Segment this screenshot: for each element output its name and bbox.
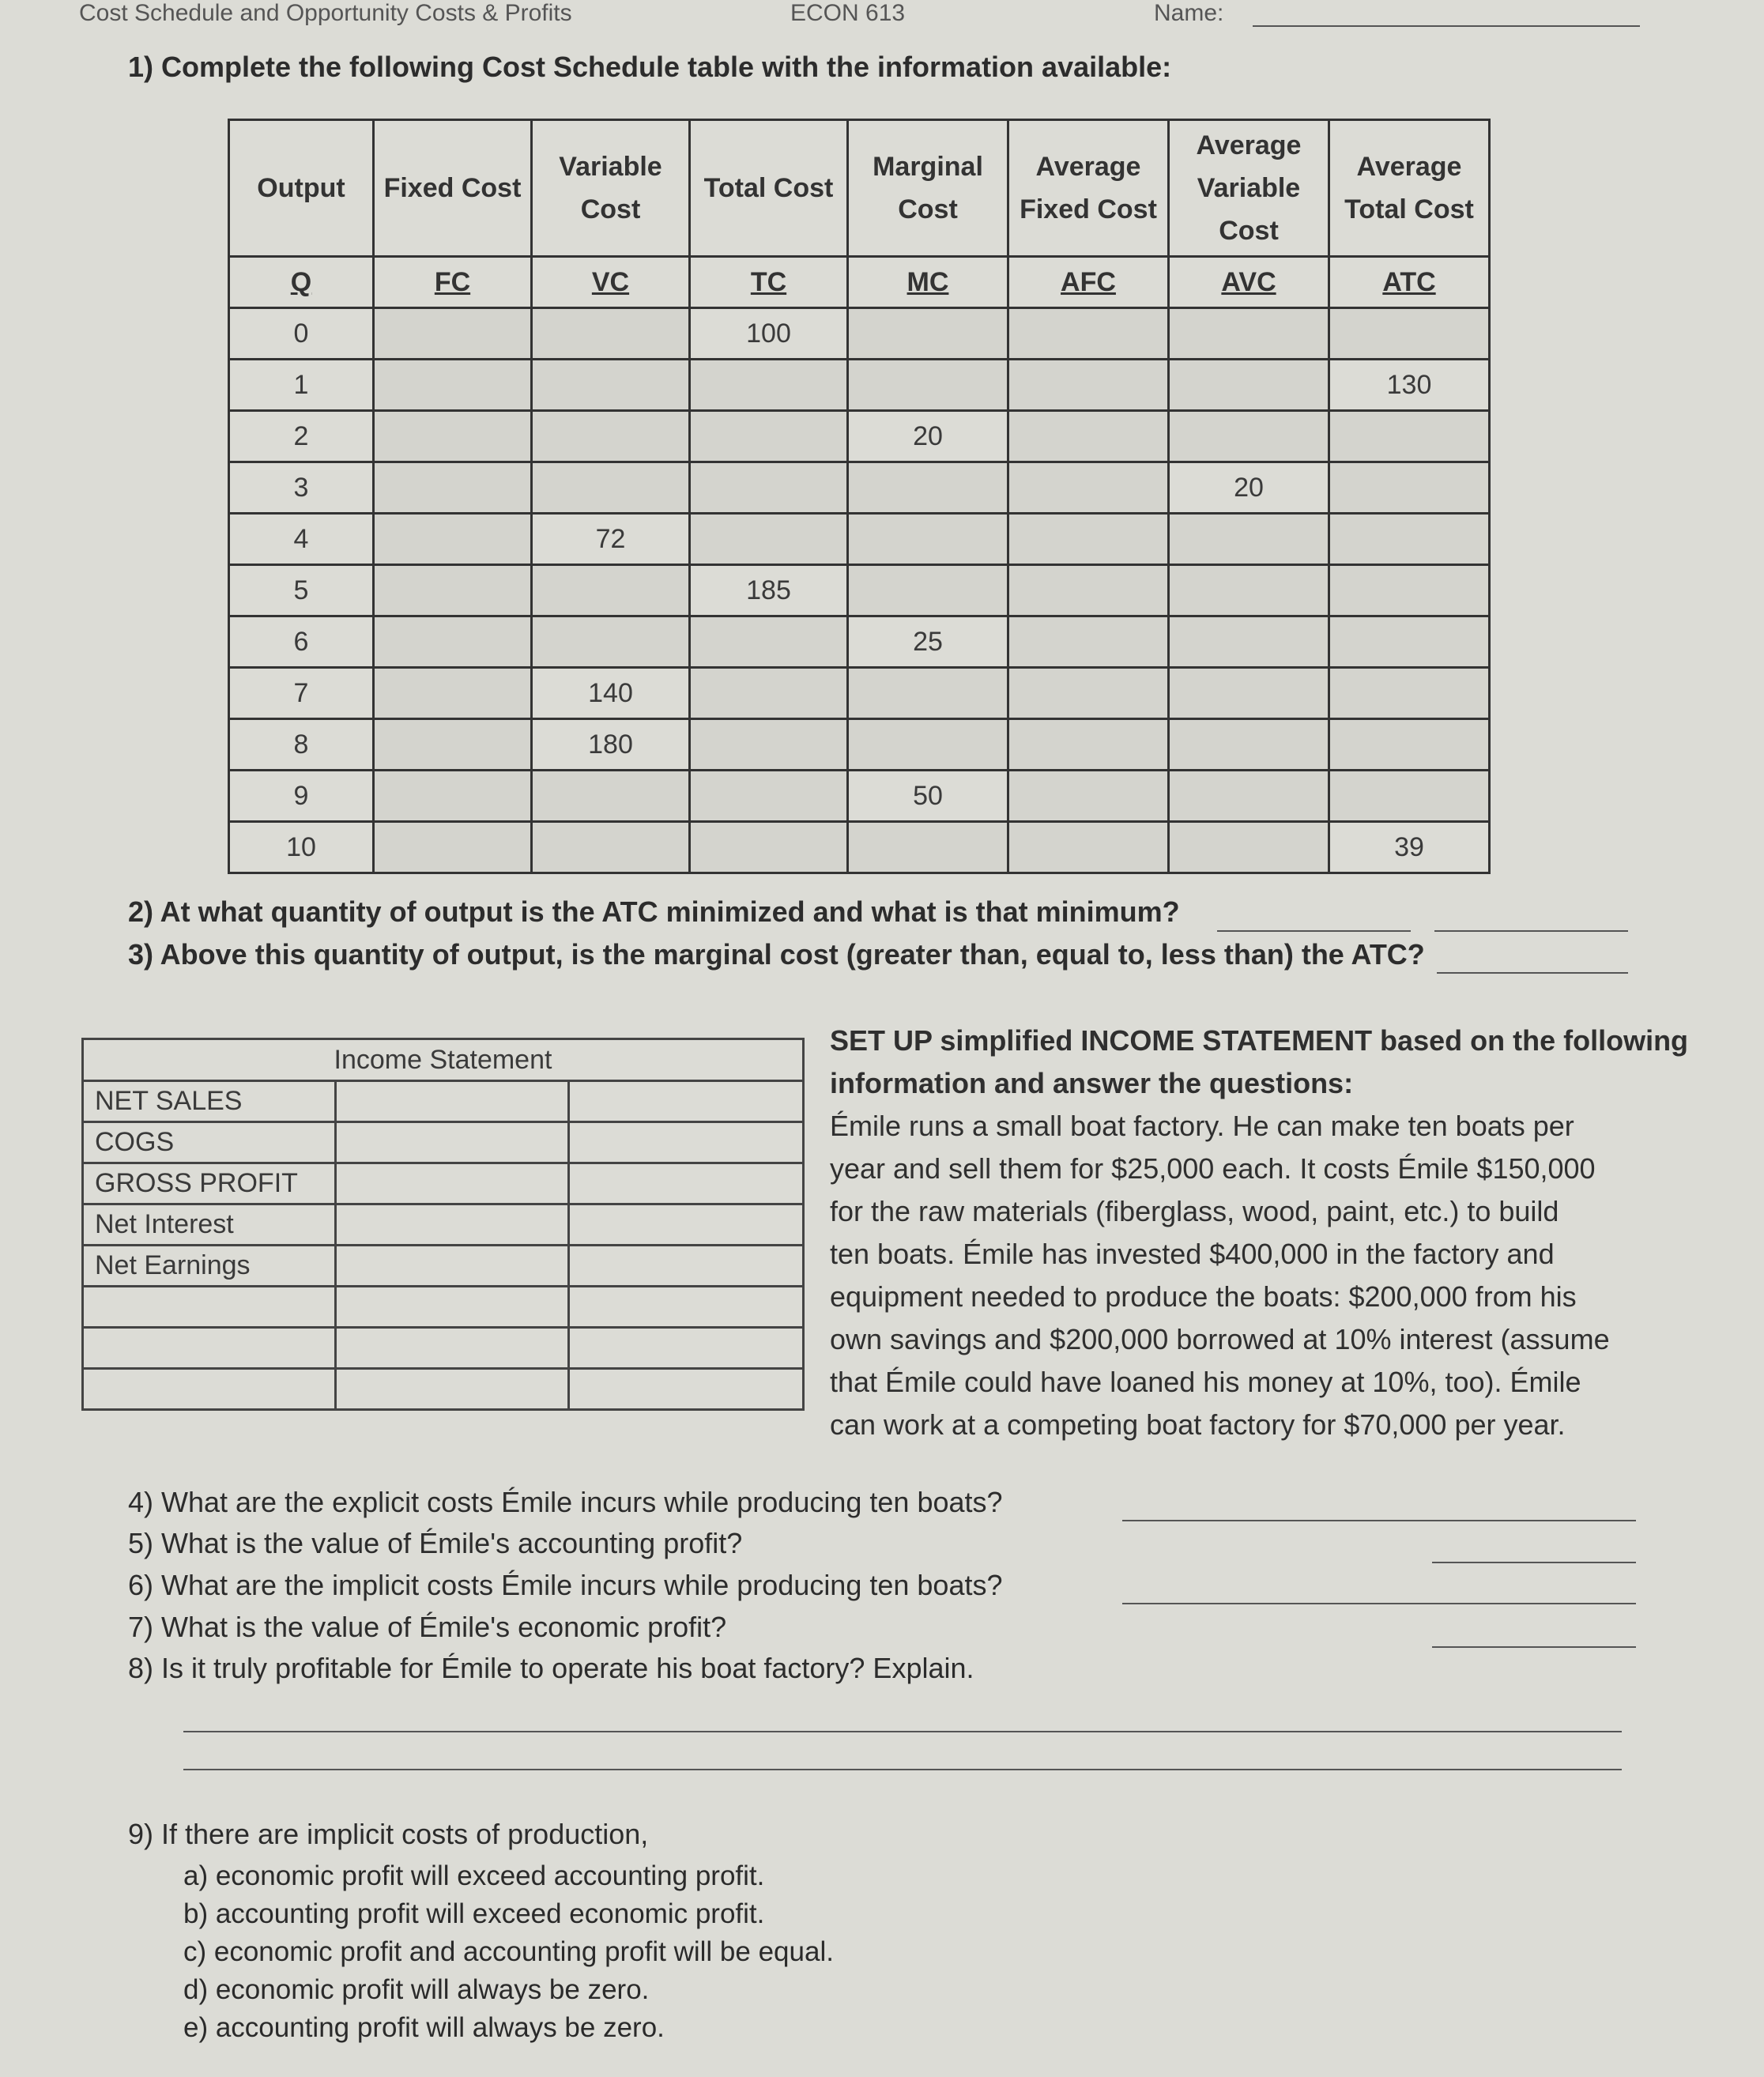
output-quantity-cell: 2: [229, 411, 374, 462]
blank-answer-cell[interactable]: [374, 668, 532, 719]
income-label-cell: COGS: [83, 1122, 336, 1163]
income-label-cell: Net Earnings: [83, 1246, 336, 1287]
blank-answer-cell[interactable]: [1169, 514, 1329, 565]
table-row: [229, 822, 1490, 873]
answer-blank-q2b[interactable]: [1434, 930, 1628, 932]
question-2: 2) At what quantity of output is the ATC minimized and what is that minimum?: [128, 895, 1180, 928]
income-row: [83, 1287, 804, 1328]
answer-choice[interactable]: c) economic profit and accounting profit will be equal.: [183, 1936, 834, 1967]
blank-answer-cell[interactable]: [1008, 514, 1169, 565]
income-value-cell[interactable]: [569, 1163, 804, 1204]
blank-answer-cell[interactable]: [1169, 308, 1329, 360]
blank-answer-cell[interactable]: [532, 565, 690, 616]
income-row: [83, 1328, 804, 1369]
table-row: [229, 565, 1490, 616]
given-value-cell: 20: [1169, 462, 1329, 514]
setup-line: year and sell them for $25,000 each. It costs Émile $150,000: [830, 1152, 1596, 1185]
col-header: Marginal Cost: [848, 120, 1008, 257]
question-8: 8) Is it truly profitable for Émile to operate his boat factory? Explain.: [128, 1652, 974, 1684]
blank-answer-cell[interactable]: [1169, 565, 1329, 616]
output-quantity-cell: 4: [229, 514, 374, 565]
blank-answer-cell[interactable]: [690, 771, 848, 822]
blank-answer-cell[interactable]: [1169, 411, 1329, 462]
output-quantity-cell: 0: [229, 308, 374, 360]
blank-answer-cell[interactable]: [1008, 771, 1169, 822]
given-value-cell: 185: [690, 565, 848, 616]
blank-answer-cell[interactable]: [532, 360, 690, 411]
income-label-cell: Net Interest: [83, 1204, 336, 1246]
blank-answer-cell[interactable]: [690, 668, 848, 719]
question-9-choices: [183, 1857, 834, 2047]
given-value-cell: 130: [1329, 360, 1490, 411]
blank-answer-cell[interactable]: [1329, 668, 1490, 719]
setup-line: can work at a competing boat factory for $70,000 per year.: [830, 1408, 1566, 1441]
blank-answer-cell[interactable]: [848, 308, 1008, 360]
blank-answer-cell[interactable]: [1329, 565, 1490, 616]
blank-answer-cell[interactable]: [374, 360, 532, 411]
col-header: Total Cost: [690, 120, 848, 257]
table-row: [229, 308, 1490, 360]
blank-answer-cell[interactable]: [532, 462, 690, 514]
income-row: [83, 1369, 804, 1410]
setup-line: ten boats. Émile has invested $400,000 in the factory and: [830, 1238, 1555, 1270]
question-5: 5) What is the value of Émile's accounting profit?: [128, 1527, 743, 1559]
course-code: ECON 613: [790, 0, 906, 26]
abbreviation-row: [229, 257, 1490, 308]
setup-line: that Émile could have loaned his money at 10%, too). Émile: [830, 1366, 1581, 1398]
col-header: Average Fixed Cost: [1008, 120, 1169, 257]
blank-answer-cell[interactable]: [690, 411, 848, 462]
income-label-cell: NET SALES: [83, 1081, 336, 1122]
income-row: [83, 1122, 804, 1163]
col-header: Average Variable Cost: [1169, 120, 1329, 257]
given-value-cell: 100: [690, 308, 848, 360]
question-7: 7) What is the value of Émile's economic profit?: [128, 1611, 727, 1643]
blank-answer-cell[interactable]: [690, 616, 848, 668]
blank-answer-cell[interactable]: [1169, 616, 1329, 668]
blank-answer-cell[interactable]: [1169, 822, 1329, 873]
blank-answer-cell[interactable]: [690, 514, 848, 565]
blank-answer-cell[interactable]: [374, 771, 532, 822]
answer-blank-q6[interactable]: [1122, 1603, 1636, 1604]
blank-answer-cell[interactable]: [374, 308, 532, 360]
question-9: 9) If there are implicit costs of production,: [128, 1818, 649, 1850]
given-value-cell: 72: [532, 514, 690, 565]
question-1: 1) Complete the following Cost Schedule table with the information available:: [128, 51, 1172, 83]
blank-answer-cell[interactable]: [532, 411, 690, 462]
blank-answer-cell[interactable]: [848, 668, 1008, 719]
col-header: Output: [229, 120, 374, 257]
blank-answer-cell[interactable]: [532, 822, 690, 873]
blank-answer-cell[interactable]: [690, 462, 848, 514]
table-row: [229, 771, 1490, 822]
blank-answer-cell[interactable]: [1008, 822, 1169, 873]
output-quantity-cell: 1: [229, 360, 374, 411]
income-value-cell[interactable]: [569, 1204, 804, 1246]
col-header: Fixed Cost: [374, 120, 532, 257]
output-quantity-cell: 10: [229, 822, 374, 873]
given-value-cell: 140: [532, 668, 690, 719]
income-value-cell[interactable]: [569, 1369, 804, 1410]
income-row: [83, 1246, 804, 1287]
blank-answer-cell[interactable]: [374, 462, 532, 514]
income-value-cell[interactable]: [569, 1246, 804, 1287]
blank-answer-cell[interactable]: [532, 771, 690, 822]
col-abbrev: FC: [374, 257, 532, 308]
table-row: [229, 668, 1490, 719]
blank-answer-cell[interactable]: [1329, 616, 1490, 668]
table-row: [229, 462, 1490, 514]
income-value-cell[interactable]: [336, 1328, 569, 1369]
blank-answer-cell[interactable]: [532, 616, 690, 668]
answer-blank-q5[interactable]: [1432, 1562, 1636, 1563]
income-statement-title: Income Statement: [83, 1039, 804, 1081]
table-row: [229, 514, 1490, 565]
answer-choice[interactable]: a) economic profit will exceed accounting profit.: [183, 1860, 765, 1891]
blank-answer-cell[interactable]: [1008, 565, 1169, 616]
output-quantity-cell: 3: [229, 462, 374, 514]
output-quantity-cell: 9: [229, 771, 374, 822]
blank-answer-cell[interactable]: [374, 514, 532, 565]
col-abbrev: TC: [690, 257, 848, 308]
income-value-cell[interactable]: [336, 1122, 569, 1163]
income-row: [83, 1081, 804, 1122]
answer-choice[interactable]: e) accounting profit will always be zero.: [183, 2012, 665, 2043]
income-value-cell[interactable]: [569, 1287, 804, 1328]
income-value-cell[interactable]: [336, 1081, 569, 1122]
blank-answer-cell[interactable]: [374, 719, 532, 771]
income-label-cell[interactable]: [83, 1369, 336, 1410]
blank-answer-cell[interactable]: [848, 822, 1008, 873]
answer-choice[interactable]: b) accounting profit will exceed economic profit.: [183, 1898, 765, 1929]
output-quantity-cell: 7: [229, 668, 374, 719]
blank-answer-cell[interactable]: [1329, 411, 1490, 462]
col-header: Average Total Cost: [1329, 120, 1490, 257]
answer-blank-q3[interactable]: [1437, 972, 1628, 974]
income-statement-table: [81, 1038, 805, 1411]
table-row: [229, 360, 1490, 411]
income-value-cell[interactable]: [336, 1163, 569, 1204]
blank-answer-cell[interactable]: [1169, 668, 1329, 719]
output-quantity-cell: 6: [229, 616, 374, 668]
blank-answer-cell[interactable]: [1008, 616, 1169, 668]
blank-answer-cell[interactable]: [1169, 719, 1329, 771]
header-row: [229, 120, 1490, 257]
blank-answer-cell[interactable]: [1008, 360, 1169, 411]
income-value-cell[interactable]: [569, 1081, 804, 1122]
blank-answer-cell[interactable]: [690, 822, 848, 873]
blank-answer-cell[interactable]: [1008, 308, 1169, 360]
blank-answer-cell[interactable]: [374, 411, 532, 462]
income-value-cell[interactable]: [336, 1246, 569, 1287]
blank-answer-cell[interactable]: [848, 514, 1008, 565]
answer-blank-q7[interactable]: [1432, 1646, 1636, 1648]
answer-choice[interactable]: d) economic profit will always be zero.: [183, 1974, 650, 2005]
table-row: [229, 719, 1490, 771]
document-title: Cost Schedule and Opportunity Costs & Profits: [79, 0, 572, 26]
blank-answer-cell[interactable]: [690, 360, 848, 411]
blank-answer-cell[interactable]: [1008, 462, 1169, 514]
blank-answer-cell[interactable]: [1329, 771, 1490, 822]
blank-answer-cell[interactable]: [848, 360, 1008, 411]
question-3: 3) Above this quantity of output, is the marginal cost (greater than, equal to, less than) the ATC?: [128, 938, 1425, 971]
output-quantity-cell: 5: [229, 565, 374, 616]
blank-answer-cell[interactable]: [1169, 360, 1329, 411]
col-abbrev: AFC: [1008, 257, 1169, 308]
output-quantity-cell: 8: [229, 719, 374, 771]
blank-answer-cell[interactable]: [1008, 411, 1169, 462]
setup-line: own savings and $200,000 borrowed at 10% interest (assume: [830, 1323, 1610, 1355]
income-label-cell: GROSS PROFIT: [83, 1163, 336, 1204]
given-value-cell: 39: [1329, 822, 1490, 873]
blank-answer-cell[interactable]: [532, 308, 690, 360]
given-value-cell: 180: [532, 719, 690, 771]
blank-answer-cell[interactable]: [1329, 308, 1490, 360]
name-label: Name:: [1154, 0, 1224, 26]
answer-blank-q2a[interactable]: [1217, 930, 1411, 932]
question-4: 4) What are the explicit costs Émile incurs while producing ten boats?: [128, 1486, 1003, 1518]
answer-line-q8-2[interactable]: [183, 1769, 1622, 1770]
income-value-cell[interactable]: [336, 1204, 569, 1246]
setup-heading: SET UP simplified INCOME STATEMENT based on the following information and answer the questions:: [830, 1024, 1689, 1099]
setup-line: for the raw materials (fiberglass, wood, paint, etc.) to build: [830, 1195, 1559, 1227]
given-value-cell: 50: [848, 771, 1008, 822]
answer-line-q8-1[interactable]: [183, 1731, 1622, 1732]
blank-answer-cell[interactable]: [1008, 668, 1169, 719]
blank-answer-cell[interactable]: [1169, 771, 1329, 822]
blank-answer-cell[interactable]: [1329, 514, 1490, 565]
given-value-cell: 20: [848, 411, 1008, 462]
table-row: [229, 411, 1490, 462]
income-label-cell[interactable]: [83, 1287, 336, 1328]
setup-line: equipment needed to produce the boats: $200,000 from his: [830, 1280, 1577, 1313]
col-abbrev: Q: [229, 257, 374, 308]
col-header: Variable Cost: [532, 120, 690, 257]
blank-answer-cell[interactable]: [690, 719, 848, 771]
question-6: 6) What are the implicit costs Émile incurs while producing ten boats?: [128, 1569, 1003, 1601]
income-value-cell[interactable]: [336, 1287, 569, 1328]
income-value-cell[interactable]: [569, 1122, 804, 1163]
answer-blank-q4[interactable]: [1122, 1520, 1636, 1521]
blank-answer-cell[interactable]: [848, 565, 1008, 616]
blank-answer-cell[interactable]: [374, 616, 532, 668]
setup-paragraph: [830, 1020, 1723, 1446]
blank-answer-cell[interactable]: [1329, 719, 1490, 771]
blank-answer-cell[interactable]: [374, 565, 532, 616]
blank-answer-cell[interactable]: [848, 719, 1008, 771]
income-row: [83, 1163, 804, 1204]
blank-answer-cell[interactable]: [1008, 719, 1169, 771]
col-abbrev: VC: [532, 257, 690, 308]
name-blank[interactable]: [1253, 25, 1640, 27]
cost-schedule-table: [228, 119, 1491, 874]
setup-line: Émile runs a small boat factory. He can make ten boats per: [830, 1110, 1574, 1142]
income-row: [83, 1204, 804, 1246]
blank-answer-cell[interactable]: [848, 462, 1008, 514]
blank-answer-cell[interactable]: [374, 822, 532, 873]
col-abbrev: ATC: [1329, 257, 1490, 308]
col-abbrev: MC: [848, 257, 1008, 308]
table-row: [229, 616, 1490, 668]
income-value-cell[interactable]: [336, 1369, 569, 1410]
income-label-cell[interactable]: [83, 1328, 336, 1369]
blank-answer-cell[interactable]: [1329, 462, 1490, 514]
income-value-cell[interactable]: [569, 1328, 804, 1369]
given-value-cell: 25: [848, 616, 1008, 668]
col-abbrev: AVC: [1169, 257, 1329, 308]
